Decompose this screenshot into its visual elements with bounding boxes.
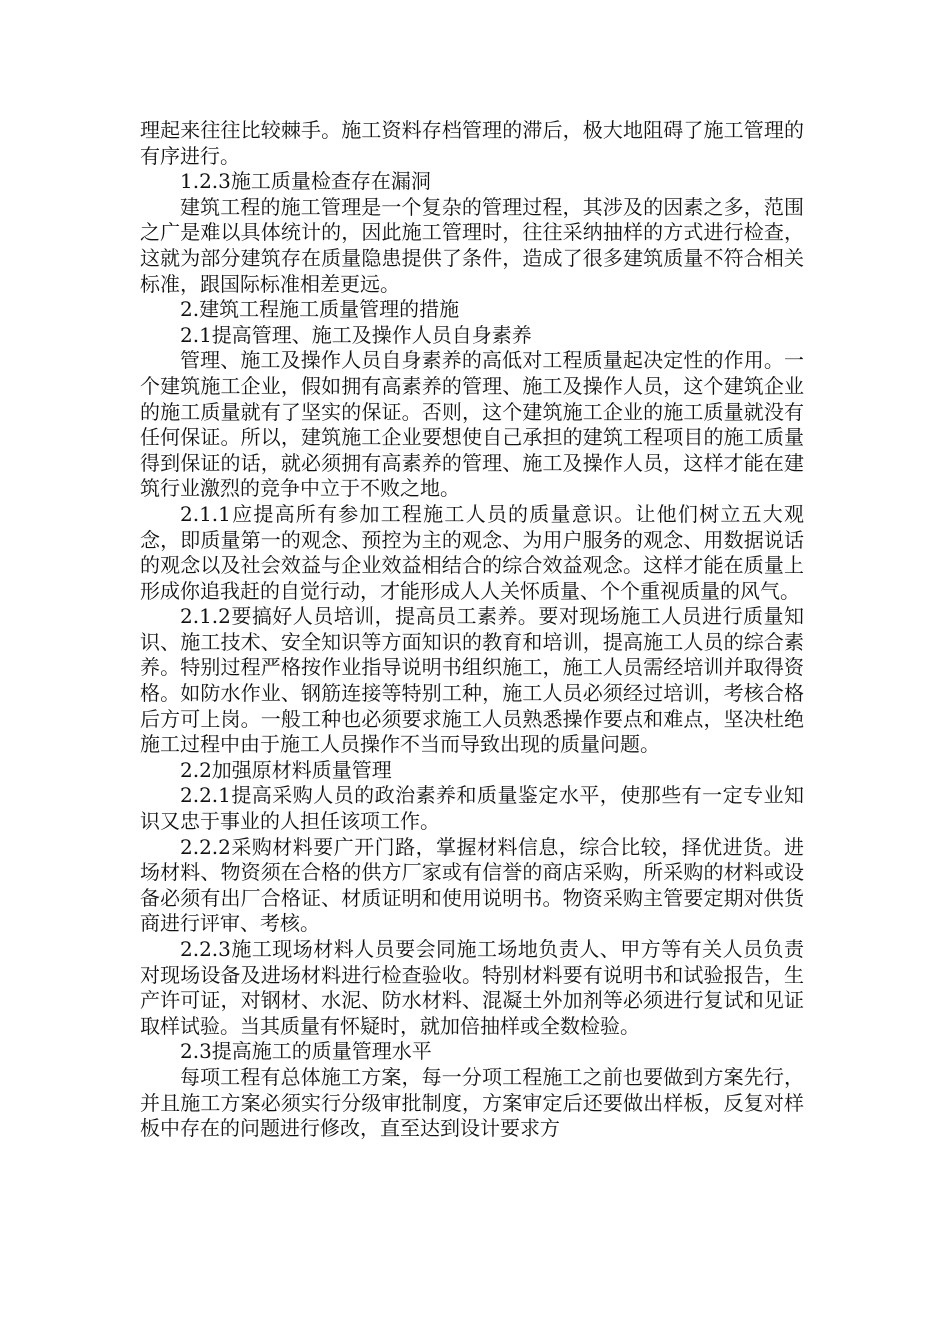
section-heading-1-2-3: 1.2.3施工质量检查存在漏洞 bbox=[180, 169, 431, 194]
paragraph-2-1-2: 2.1.2要搞好人员培训，提高员工素养。要对现场施工人员进行质量知识、施工技术、安全知识等方面知识的教育和培训，提高施工人员的综合素养。特别过程严格按作业指导说明书组织施工，施工人员需经培训并取得资格。如防水作业、钢筋连接等特别工种，施工人员必须经过培训，考核合格后方可上岗。一般工种也必须要求施工人员熟悉操作要点和难点，坚决杜绝施工过程中由于施工人员操作不当而导致出现的质量问题。 bbox=[140, 604, 804, 757]
section-heading-2-2: 2.2加强原材料质量管理 bbox=[180, 757, 392, 782]
section-heading-2: 2.建筑工程施工质量管理的措施 bbox=[180, 297, 460, 322]
paragraph-construction-plan: 每项工程有总体施工方案，每一分项工程施工之前也要做到方案先行，并且施工方案必须实行分级审批制度，方案审定后还要做出样板，反复对样板中存在的问题进行修改，直至达到设计要求方 bbox=[140, 1064, 804, 1141]
section-heading-2-1: 2.1提高管理、施工及操作人员自身素养 bbox=[180, 322, 532, 347]
paragraph-2-1-1: 2.1.1应提高所有参加工程施工人员的质量意识。让他们树立五大观念，即质量第一的观念、预控为主的观念、为用户服务的观念、用数据说话的观念以及社会效益与企业效益相结合的综合效益观念。这样才能在质量上形成你追我赶的自觉行动，才能形成人人关怀质量、个个重视质量的风气。 bbox=[140, 501, 804, 603]
section-heading-2-3: 2.3提高施工的质量管理水平 bbox=[180, 1039, 432, 1064]
paragraph-2-2-2: 2.2.2采购材料要广开门路，掌握材料信息，综合比较，择优进货。进场材料、物资须在合格的供方厂家或有信誉的商店采购，所采购的材料或设备必须有出厂合格证、材质证明和使用说明书。物资采购主管要定期对供货商进行评审、考核。 bbox=[140, 834, 804, 936]
paragraph-personnel-quality: 管理、施工及操作人员自身素养的高低对工程质量起决定性的作用。一个建筑施工企业，假如拥有高素养的管理、施工及操作人员，这个建筑企业的施工质量就有了坚实的保证。否则，这个建筑施工企业的施工质量就没有任何保证。所以，建筑施工企业要想使自己承担的建筑工程项目的施工质量得到保证的话，就必须拥有高素养的管理、施工及操作人员，这样才能在建筑行业激烈的竞争中立于不败之地。 bbox=[140, 348, 804, 501]
paragraph-quality-inspection: 建筑工程的施工管理是一个复杂的管理过程，其涉及的因素之多，范围之广是难以具体统计的，因此施工管理时，往往采纳抽样的方式进行检查，这就为部分建筑存在质量隐患提供了条件，造成了很多建筑质量不符合相关标准，跟国际标准相差更远。 bbox=[140, 194, 804, 296]
paragraph-2-2-3: 2.2.3施工现场材料人员要会同施工场地负责人、甲方等有关人员负责对现场设备及进场材料进行检查验收。特别材料要有说明书和试验报告，生产许可证，对钢材、水泥、防水材料、混凝土外加剂等必须进行复试和见证取样试验。当其质量有怀疑时，就加倍抽样或全数检验。 bbox=[140, 937, 804, 1038]
paragraph-2-2-1: 2.2.1提高采购人员的政治素养和质量鉴定水平，使那些有一定专业知识又忠于事业的人担任该项工作。 bbox=[140, 783, 804, 834]
document-page bbox=[140, 118, 804, 1142]
paragraph-continuation: 理起来往往比较棘手。施工资料存档管理的滞后，极大地阻碍了施工管理的有序进行。 bbox=[140, 118, 804, 168]
